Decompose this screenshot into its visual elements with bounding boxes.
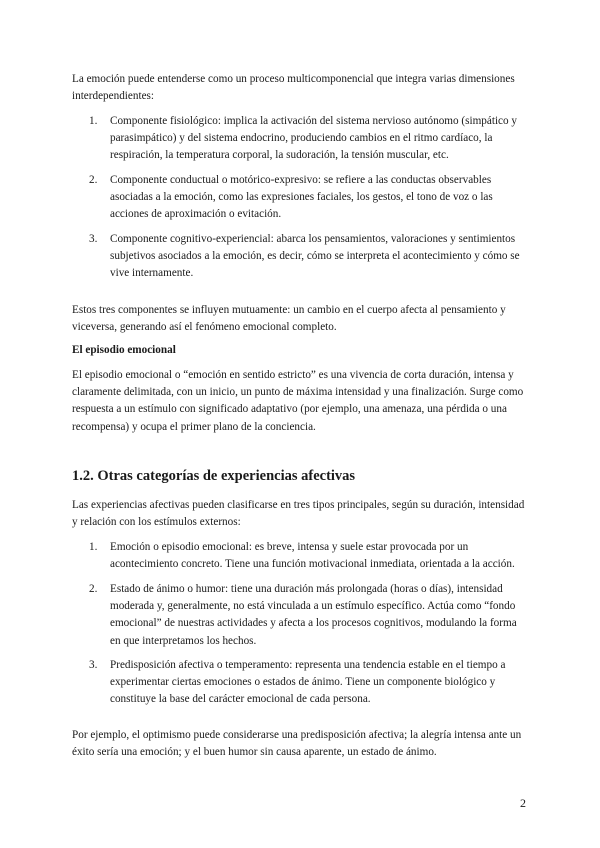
episode-heading: El episodio emocional (72, 344, 176, 356)
list-item-text: Componente cognitivo-experiencial: abarca los pensamientos, valoraciones y sentimientos subjetivos asociados a la emoción, es decir, cómo se interpreta el acontecimiento y cómo se vive internamente. (110, 233, 520, 280)
list-item-text: Estado de ánimo o humor: tiene una duración más prolongada (horas o días), intensidad moderada y, generalmente, no está vinculada a un estímulo específico. Actúa como “fondo emocional” de nuestras actividades y afecta a los procesos cognitivos, modulando la forma en que interpretamos los hechos. (110, 583, 517, 647)
list-number: 1. (89, 115, 98, 127)
list-item-text: Componente fisiológico: implica la activación del sistema nervioso autónomo (simpático y parasimpático) y del sistema endocrino, produciendo cambios en el ritmo cardíaco, la respiración, la temperatura corporal, la sudoración, la tensión muscular, etc. (110, 115, 518, 162)
section-title: 1.2. Otras categorías de experiencias afectivas (72, 468, 356, 484)
list-number: 1. (89, 541, 98, 553)
list-item-text: Emoción o episodio emocional: es breve, intensa y suele estar provocada por un acontecimiento concreto. Tiene una función motivacional inmediata, orientada a la acción. (110, 541, 515, 571)
closing-paragraph: Por ejemplo, el optimismo puede considerarse una predisposición afectiva; la alegría intensa ante un éxito sería una emoción; y el buen humor sin causa aparente, un estado de ánimo. (72, 729, 522, 759)
list-number: 3. (89, 659, 98, 671)
list-item-text: Componente conductual o motórico-expresivo: se refiere a las conductas observables asociadas a la emoción, como las expresiones faciales, los gestos, el tono de voz o las acciones de aproximación o evitación. (110, 174, 493, 221)
section-intro: Las experiencias afectivas pueden clasificarse en tres tipos principales, según su duración, intensidad y relación con los estímulos externos: (72, 499, 525, 529)
intro-paragraph: La emoción puede entenderse como un proceso multicomponencial que integra varias dimensiones interdependientes: (72, 73, 515, 103)
page-number: 2 (520, 796, 526, 810)
list-item-text: Predisposición afectiva o temperamento: representa una tendencia estable en el tiempo a experimentar ciertas emociones o estados de ánimo. Tiene un componente biológico y constituye la base del carácter emocional de cada persona. (110, 659, 506, 706)
components-summary: Estos tres componentes se influyen mutuamente: un cambio en el cuerpo afecta al pensamiento y viceversa, generando así el fenómeno emocional completo. (72, 304, 506, 334)
list-number: 2. (89, 174, 98, 186)
episode-paragraph: El episodio emocional o “emoción en sentido estricto” es una vivencia de corta duración, intensa y claramente delimitada, con un inicio, un punto de máxima intensidad y una finalización. Surge como respuesta a un estímulo con significado adaptativo (por ejemplo, una amenaza, una pérdida o una recompensa) y ocupa el primer plano de la conciencia. (72, 369, 524, 433)
list-number: 3. (89, 233, 98, 245)
list-number: 2. (89, 583, 98, 595)
